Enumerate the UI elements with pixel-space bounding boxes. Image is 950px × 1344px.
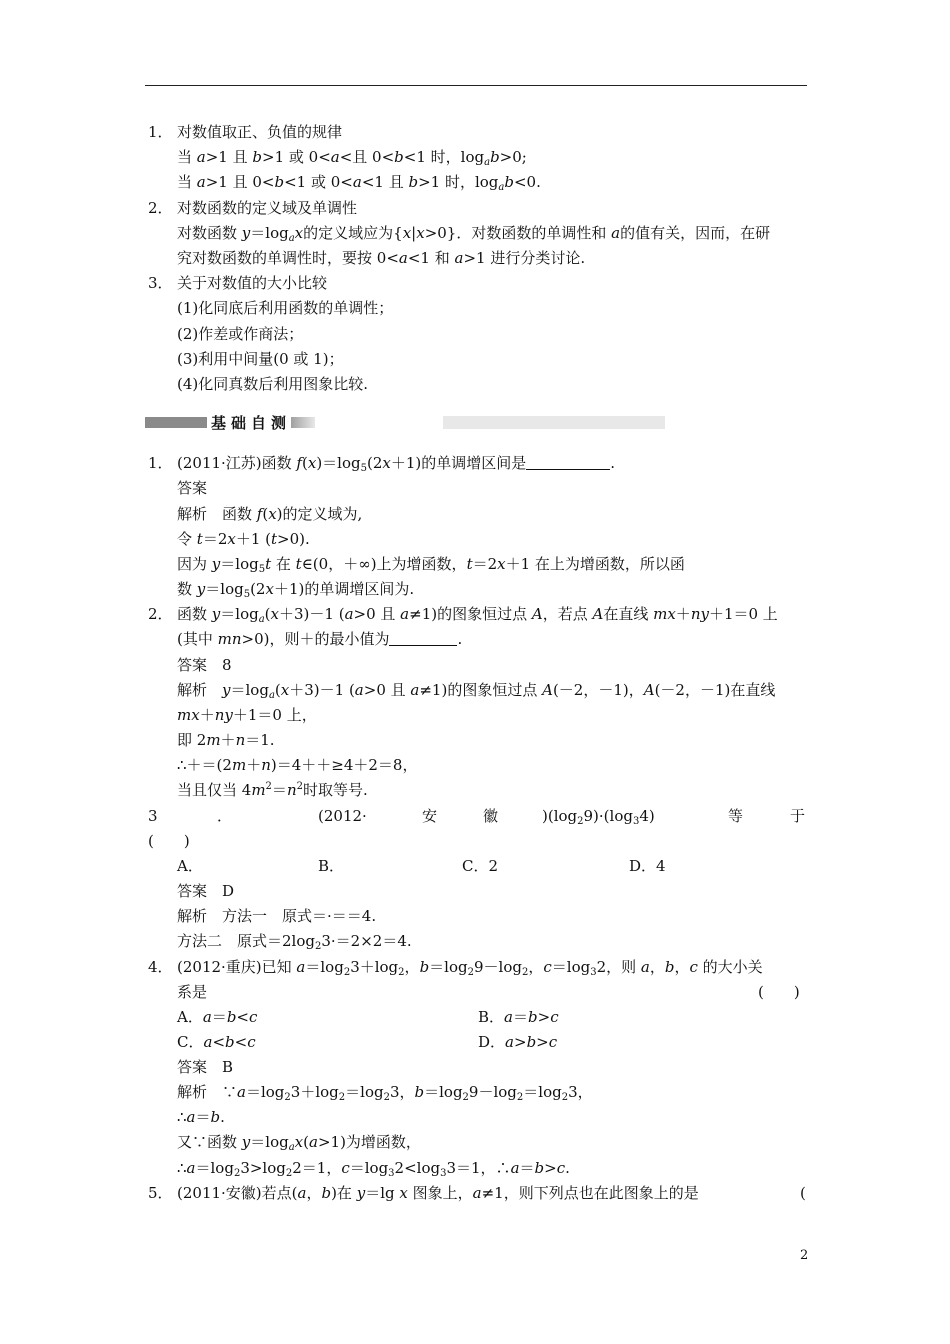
q3-option-c[interactable]: C．2	[462, 857, 499, 875]
q4-choice-paren: ( )	[758, 983, 800, 1001]
rule-3-item-1: (1)化同底后利用函数的单调性；	[177, 299, 394, 317]
q3-solution-line-1: 解析 方法一 原式＝·＝＝4.	[177, 907, 377, 925]
q2-solution-line-3: 即 2m＋n＝1.	[177, 731, 275, 749]
q1-solution-line-4: 数 $y=\log_5(2x+1)$的单调增区间为.	[177, 580, 415, 600]
rule-3-item-4: (4)化同真数后利用图象比较.	[177, 375, 369, 393]
q1-solution-line-3: 因为 $y=\log_5t$ 在 t∈(0，＋∞)上为增函数，t＝2x＋1 在上为增函数，所以函	[177, 555, 685, 575]
rule-1-line-2: 当 a>1 且 0<b<1 或 0<a<1 且 b>1 时，$\log_ab<0$.	[177, 173, 541, 193]
q1-solution-line-1: 解析 函数 f(x)的定义域为,	[177, 505, 363, 523]
q2-solution-line-2: mx＋ny＋1＝0 上，	[177, 706, 317, 724]
q2-stem-line-2: (其中 mn>0)，则＋的最小值为 .	[177, 630, 463, 648]
q3-option-d[interactable]: D．4	[629, 857, 666, 875]
section-bar-light-block	[443, 416, 665, 429]
section-bar-dark-block	[145, 417, 207, 428]
document-page: 1． 对数值取正、负值的规律 当 a>1 且 b>1 或 0<a<且 0<b<1 时，$\log_ab>0$; 当 a>1 且 0<b<1 或 0<a<1 且 b>1 时，$\log_ab<0$. 2． 对数函数的定义域及单调性 对数函数 $y=\log_ax$的定义域应为{x|x>0}．对数函数的单调性和 a的值有关，因而，在研 究对数函数的单调性时，要按 0<a<1 和 a>1 进行分类讨论. 3． 关于对数值的大小比较 (1)化同底后利用函数的单调性； (2)作差或作商法； (3)利用中间量(0 或 1)； (4)化同真数后利用图象比较. 基础自测 1． (2011·江苏)函数 $f(x)=\log_5(2x+1)$的单调增区间是 . 答案 解析 函数 f(x)的定义域为, 令 t＝2x＋1 (t>0). 因为 $y=\log_5t$ 在 t∈(0，＋∞)上为增函数，t＝2x＋1 在上为增函数，所以函 数 $y=\log_5(2x+1)$的单调增区间为. 2． 函数 $y=\log_a(x+3)-1$ (a>0 且 a≠1)的图象恒过点 A，若点 A在直线 mx＋ny＋1＝0 上 (其中 mn>0)，则＋的最小值为 . 答案 8 解析 $y=\log_a(x+3)-1$ (a>0 且 a≠1)的图象恒过点 A(－2，－1)，A(－2，－1)在直线 mx＋ny＋1＝0 上， 即 2m＋n＝1. ∴＋＝(2m＋n)＝4＋＋≥4＋2＝8， 当且仅当 $4m^2=n^2$时取等号. 3 ． (2012· 安 徽 )$(\log_29)\cdot(\log_34)$ 等 于 ( ) A． B． C．2 D．4 答案 D 解析 方法一 原式＝·＝＝4. 方法二 原式$=2\log_23\cdot=2\times 2=4$. 4． (2012·重庆)已知 $a=\log_23+\log_2$，$b=\log_29-\log_2$，$c=\log_32$，则 a，b，c 的大小关 系是 ( ) A．a＝b<c B．a＝b>c C．a<b<c D．a>b>c 答案 B 解析 $\because a=\log_23+\log_2=\log_23$，$b=\log_29-\log_2=\log_23$， ∴a＝b. 又∵函数 $y=\log_ax(a>1)$为增函数， $\therefore a=\log_23>\log_22=1$，$c=\log_32<\log_33=1$，∴a＝b>c. 5． (2011·安徽)若点(a，b)在 y＝lg x 图象上，a≠1，则下列点也在此图象上的是 ( 2	[0, 0, 950, 1344]
q2-solution-line-4: ∴＋＝(2m＋n)＝4＋＋≥4＋2＝8，	[177, 756, 418, 774]
q4-solution-line-4: $\therefore a=\log_23>\log_22=1$，$c=\log_32<\log_33=1$，∴a＝b>c.	[177, 1159, 570, 1179]
q1-solution-line-2: 令 t＝2x＋1 (t>0).	[177, 530, 310, 548]
section-header-bar	[145, 413, 520, 433]
q4-option-a[interactable]: A．a＝b<c	[177, 1008, 258, 1026]
q2-solution-line-5: 当且仅当 $4m^2=n^2$时取等号.	[177, 781, 368, 799]
q4-option-d[interactable]: D．a>b>c	[478, 1033, 558, 1051]
q3-option-b[interactable]: B．	[318, 857, 345, 875]
q3-options	[0, 856, 950, 876]
q5-choice-paren: (	[800, 1184, 806, 1202]
q4-options-row-1	[0, 1007, 950, 1027]
q2-solution-line-1: 解析 $y=\log_a(x+3)-1$ (a>0 且 a≠1)的图象恒过点 A(－2，－1)，A(－2，－1)在直线	[177, 681, 776, 701]
q4-solution-line-2: ∴a＝b.	[177, 1108, 225, 1126]
rule-2-line-1: 对数函数 $y=\log_ax$的定义域应为{x|x>0}．对数函数的单调性和 a的值有关，因而，在研	[177, 224, 771, 244]
rule-3-item-3: (3)利用中间量(0 或 1)；	[177, 350, 344, 368]
answer-blank	[526, 455, 610, 470]
q3-choice-paren: ( )	[148, 832, 190, 850]
top-rule	[145, 85, 807, 86]
page-number: 2	[800, 1248, 809, 1263]
q4-option-c[interactable]: C．a<b<c	[177, 1033, 256, 1051]
q4-option-b[interactable]: B．a＝b>c	[478, 1008, 559, 1026]
q1-answer: 答案	[177, 479, 208, 497]
section-bar-fade	[291, 417, 315, 428]
q3-option-a[interactable]: A．	[177, 857, 203, 875]
rule-2-line-2: 究对数函数的单调性时，要按 0<a<1 和 a>1 进行分类讨论.	[177, 249, 586, 267]
answer-blank	[389, 631, 457, 646]
q3-solution-line-2: 方法二 原式$=2\log_23\cdot=2\times 2=4$.	[177, 932, 412, 952]
rule-1-line-1: 当 a>1 且 b>1 或 0<a<且 0<b<1 时，$\log_ab>0$;	[177, 148, 527, 168]
q4-solution-line-3: 又∵函数 $y=\log_ax(a>1)$为增函数，	[177, 1133, 421, 1153]
q4-solution-line-1: 解析 $\because a=\log_23+\log_2=\log_23$，$b=\log_29-\log_2=\log_23$，	[177, 1083, 593, 1103]
section-title: 基础自测	[211, 414, 292, 432]
q3-stem-line-1: 3 ． (2012· 安 徽 )$(\log_29)\cdot(\log_34)$ 等 于	[148, 807, 806, 827]
q3-answer: 答案 D	[177, 882, 235, 900]
q4-stem-line-2: 系是 ( )	[177, 983, 800, 1001]
q4-answer: 答案 B	[177, 1058, 234, 1076]
q4-options-row-2	[0, 1032, 950, 1052]
q5-stem: 5． (2011·安徽)若点(a，b)在 y＝lg x 图象上，a≠1，则下列点也在此图象上的是 (	[148, 1184, 806, 1202]
q2-answer: 答案 8	[177, 656, 232, 674]
rule-3-item-2: (2)作差或作商法；	[177, 325, 304, 343]
